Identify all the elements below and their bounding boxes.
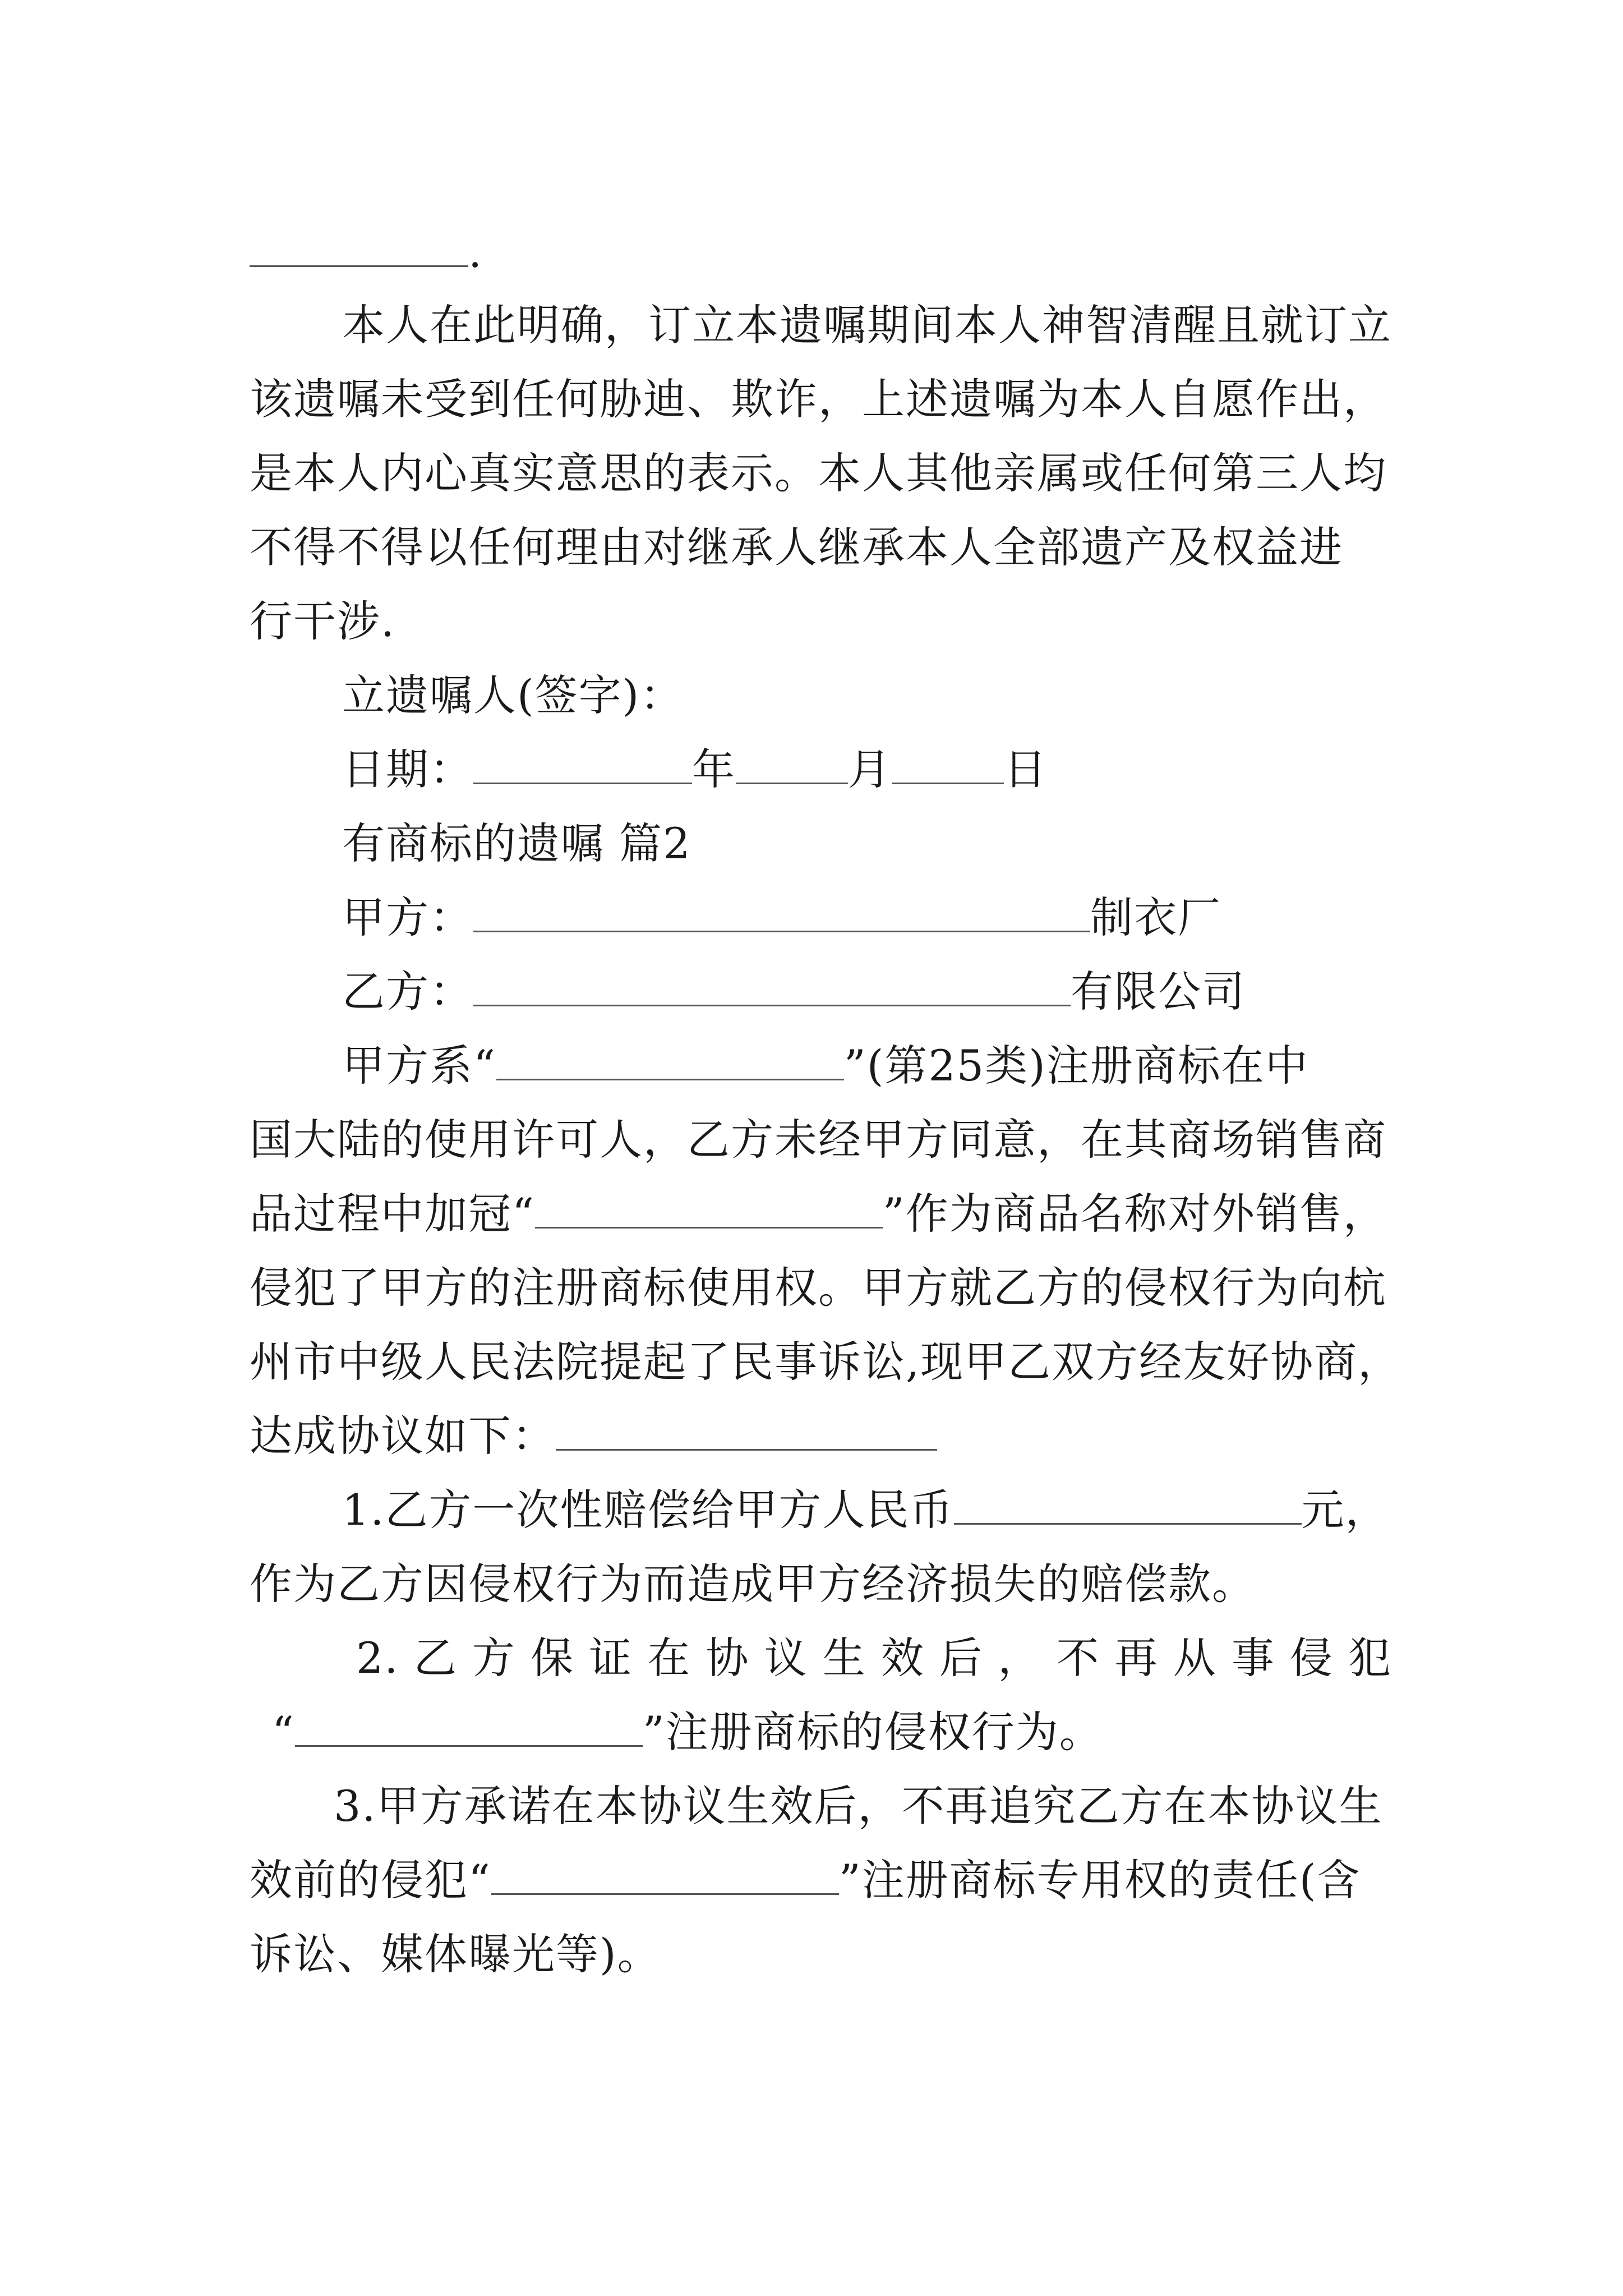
para2-line5: 州市中级人民法院提起了民事诉讼,现甲乙双方经友好协商， xyxy=(250,1337,1402,1387)
item3-line3: 诉讼、媒体曝光等)。 xyxy=(250,1929,661,1979)
date-year-blank xyxy=(473,747,692,784)
date-line: 日期： 年 月 日 xyxy=(342,744,1048,794)
para1-line1: 本人在此明确，订立本遗嘱期间本人神智清醒且就订立 xyxy=(342,300,1392,350)
party-a-line: 甲方： 制衣厂 xyxy=(342,892,1221,942)
party-b-line: 乙方： 有限公司 xyxy=(342,967,1246,1016)
item2-line2: “ ”注册商标的侵权行为。 xyxy=(272,1707,1103,1757)
product-name-blank xyxy=(535,1191,883,1228)
blank-field xyxy=(250,229,468,267)
trademark-blank xyxy=(496,1043,844,1080)
section-title: 有商标的遗嘱 篇2 xyxy=(342,818,691,868)
para2-line2: 国大陆的使用许可人，乙方未经甲方同意，在其商场销售商 xyxy=(250,1115,1387,1165)
para1-line5: 行干涉. xyxy=(250,596,396,646)
item2-trademark-blank xyxy=(295,1709,643,1747)
party-a-blank xyxy=(473,895,1090,932)
para1-line4: 不得不得以任何理由对继承人继承本人全部遗产及权益进 xyxy=(250,522,1343,572)
leading-blank-line: . xyxy=(250,224,483,280)
item3-trademark-blank xyxy=(491,1857,839,1895)
date-month-blank xyxy=(736,747,848,784)
party-b-blank xyxy=(473,969,1071,1006)
date-day-blank xyxy=(892,747,1004,784)
amount-blank xyxy=(954,1487,1302,1525)
item3-line2: 效前的侵犯“ ”注册商标专用权的责任(含 xyxy=(250,1855,1361,1905)
agreement-blank xyxy=(556,1413,937,1451)
signature-label: 立遗嘱人(签字)： xyxy=(342,670,684,720)
item3-line1: 3.甲方承诺在本协议生效后，不再追究乙方在本协议生 xyxy=(334,1781,1383,1831)
item1-line2: 作为乙方因侵权行为而造成甲方经济损失的赔偿款。 xyxy=(250,1559,1256,1609)
para2-line1: 甲方系“ ”(第25类)注册商标在中 xyxy=(342,1041,1309,1091)
para2-line4: 侵犯了甲方的注册商标使用权。甲方就乙方的侵权行为向杭 xyxy=(250,1263,1387,1313)
para1-line2: 该遗嘱未受到任何胁迪、欺诈，上述遗嘱为本人自愿作出， xyxy=(250,374,1387,424)
para1-line3: 是本人内心真实意思的表示。本人其他亲属或任何第三人均 xyxy=(250,448,1387,498)
item1-line1: 1.乙方一次性赔偿给甲方人民币 元， xyxy=(342,1485,1389,1535)
item2-line1: 2. 乙 方 保 证 在 协 议 生 效 后 ， 不 再 从 事 侵 犯 xyxy=(356,1633,1393,1683)
para2-line3: 品过程中加冠“ ”作为商品名称对外销售， xyxy=(250,1189,1387,1239)
para2-line6: 达成协议如下： xyxy=(250,1408,937,1464)
